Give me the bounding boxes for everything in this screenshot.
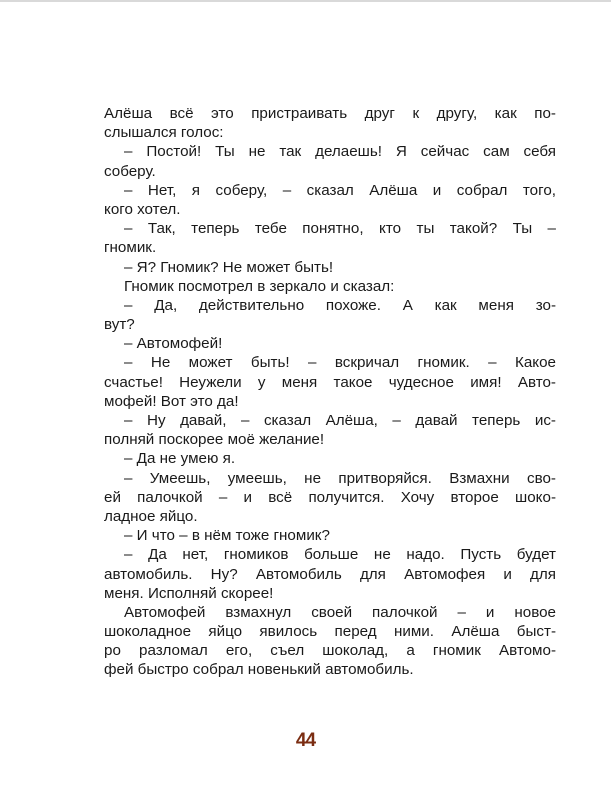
text-line: ро разломал его, съел шоколад, а гномик Автомо- xyxy=(104,642,556,660)
page-text xyxy=(104,104,556,680)
text-line: – Не может быть! – вскричал гномик. – Какое xyxy=(124,354,556,372)
text-line: – И что – в нём тоже гномик? xyxy=(124,527,330,545)
text-line: соберу. xyxy=(104,162,156,180)
text-line: – Да не умею я. xyxy=(124,450,236,468)
text-line: Автомофей взмахнул своей палочкой – и новое xyxy=(124,603,556,621)
text-line: Гномик посмотрел в зеркало и сказал: xyxy=(124,277,395,295)
text-line: – Постой! Ты не так делаешь! Я сейчас сам себя xyxy=(124,143,556,161)
text-line: мофей! Вот это да! xyxy=(104,392,239,410)
text-line: автомобиль. Ну? Автомобиль для Автомофея и для xyxy=(104,565,556,583)
text-line: гномик. xyxy=(104,239,157,257)
text-line: – Да нет, гномиков больше не надо. Пусть будет xyxy=(124,546,556,564)
text-line: – Ну давай, – сказал Алёша, – давай теперь ис- xyxy=(124,412,556,429)
top-rule xyxy=(0,0,611,2)
text-line: счастье! Неужели у меня такое чудесное имя! Авто- xyxy=(104,373,556,391)
text-line: шоколадное яйцо явилось перед ними. Алёша быст- xyxy=(104,623,556,641)
text-line: фей быстро собрал новенький автомобиль. xyxy=(104,661,414,679)
text-line: слышался голос: xyxy=(104,124,224,142)
text-line: меня. Исполняй скорее! xyxy=(104,584,274,602)
text-line: – Так, теперь тебе понятно, кто ты такой? Ты – xyxy=(124,220,556,238)
text-line: Алёша всё это пристраивать друг к другу, как по- xyxy=(104,105,556,122)
text-line: кого хотел. xyxy=(104,200,181,218)
text-line: полняй поскорее моё желание! xyxy=(104,431,325,449)
text-line: вут? xyxy=(104,316,135,334)
text-line: – Нет, я соберу, – сказал Алёша и собрал того, xyxy=(124,181,556,199)
text-line: – Я? Гномик? Не может быть! xyxy=(124,258,334,276)
text-line: – Умеешь, умеешь, не притворяйся. Взмахни сво- xyxy=(124,469,556,487)
text-line: – Да, действительно похоже. А как меня зо- xyxy=(124,296,556,314)
text-line: ей палочкой – и всё получится. Хочу второе шоко- xyxy=(104,488,556,506)
text-line: ладное яйцо. xyxy=(104,507,198,525)
page-number: 44 xyxy=(295,730,316,751)
text-line: – Автомофей! xyxy=(124,335,223,353)
